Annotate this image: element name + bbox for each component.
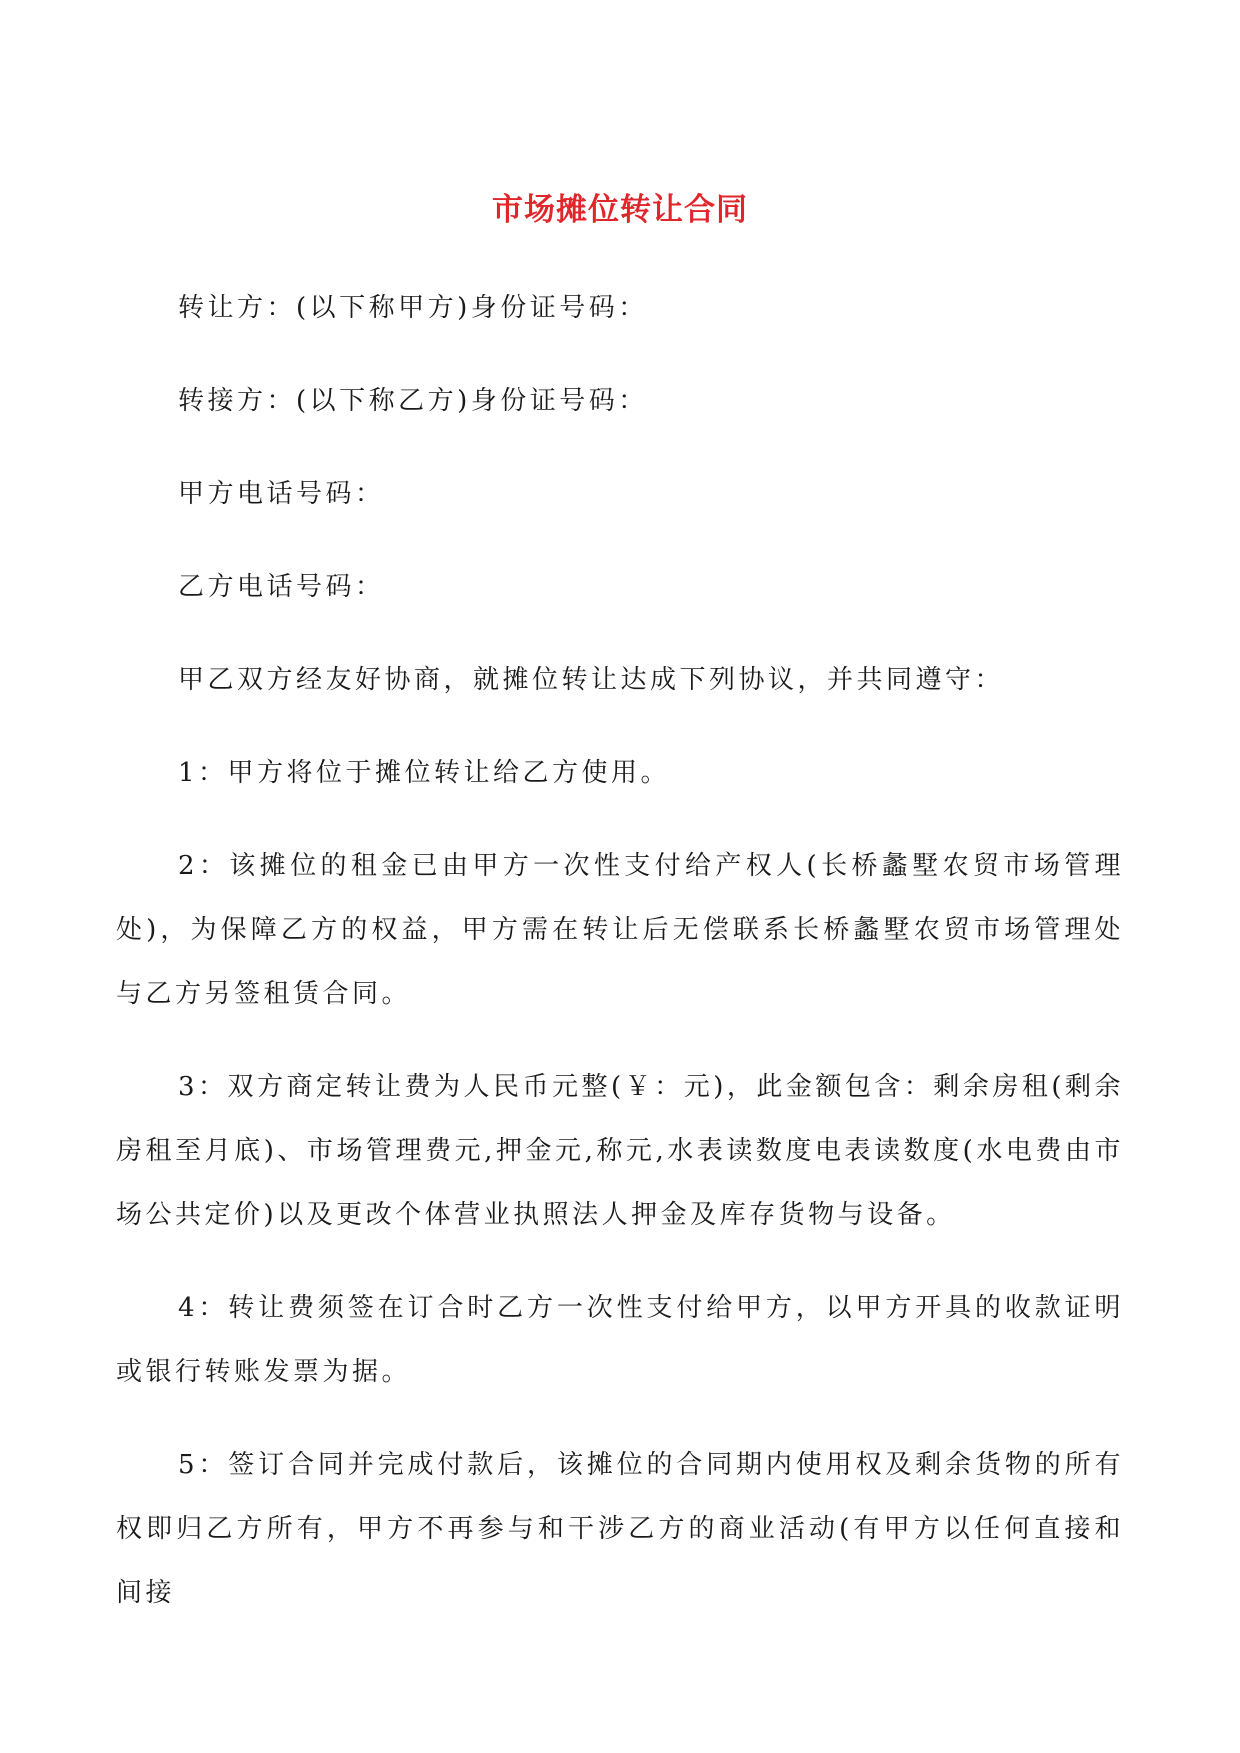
transferor-field: 转让方：(以下称甲方)身份证号码：: [178, 293, 648, 323]
party-b-phone-field: 乙方电话号码：: [178, 572, 385, 602]
contract-body: [116, 276, 1124, 1625]
clause-3: 3：双方商定转让费为人民币元整(￥：元)，此金额包含：剩余房租(剩余房租至月底)、市场管理费元,押金元,称元,水表读数度电表读数度(水电费由市场公共定价)以及更改个体营业执照法人押金及库存货物与设备。: [116, 1072, 1124, 1230]
clause-2: 2：该摊位的租金已由甲方一次性支付给产权人(长桥蠡墅农贸市场管理处)，为保障乙方的权益，甲方需在转让后无偿联系长桥蠡墅农贸市场管理处与乙方另签租赁合同。: [116, 851, 1124, 1009]
clause-1: 1：甲方将位于摊位转让给乙方使用。: [178, 758, 671, 788]
clause-5: 5：签订合同并完成付款后，该摊位的合同期内使用权及剩余货物的所有权即归乙方所有，甲方不再参与和干涉乙方的商业活动(有甲方以任何直接和间接: [116, 1450, 1124, 1608]
clause-4: 4：转让费须签在订合时乙方一次性支付给甲方，以甲方开具的收款证明或银行转账发票为据。: [116, 1293, 1124, 1387]
document-title: 市场摊位转让合同: [492, 192, 748, 228]
transferee-field: 转接方：(以下称乙方)身份证号码：: [178, 386, 648, 416]
party-a-phone-field: 甲方电话号码：: [178, 479, 385, 509]
preamble-paragraph: 甲乙双方经友好协商，就摊位转让达成下列协议，并共同遵守：: [178, 665, 1005, 695]
